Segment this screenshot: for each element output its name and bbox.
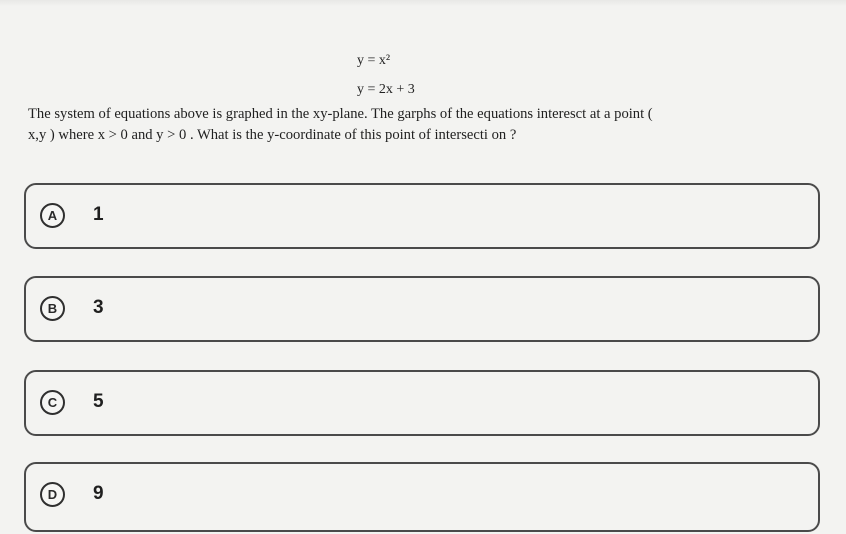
choice-letter-badge-d: D xyxy=(40,482,65,507)
choice-value-a: 1 xyxy=(93,204,104,225)
top-edge xyxy=(0,0,846,6)
equation-2: y = 2x + 3 xyxy=(357,82,415,97)
answer-choice-b[interactable] xyxy=(24,276,820,342)
answer-choice-c[interactable] xyxy=(24,370,820,436)
prompt-line-2: x,y ) where x > 0 and y > 0 . What is the y-coordinate of this point of intersecti on ? xyxy=(28,127,517,143)
answer-choice-d[interactable] xyxy=(24,462,820,532)
choice-letter-badge-b: B xyxy=(40,296,65,321)
answer-choice-a[interactable] xyxy=(24,183,820,249)
question-prompt xyxy=(28,104,798,146)
equation-1: y = x² xyxy=(357,53,391,68)
choice-value-d: 9 xyxy=(93,483,104,504)
prompt-line-1: The system of equations above is graphed in the xy-plane. The garphs of the equations interesct at a point ( xyxy=(28,106,653,122)
choice-value-c: 5 xyxy=(93,391,104,412)
choice-value-b: 3 xyxy=(93,297,104,318)
choice-letter-badge-a: A xyxy=(40,203,65,228)
choice-letter-badge-c: C xyxy=(40,390,65,415)
